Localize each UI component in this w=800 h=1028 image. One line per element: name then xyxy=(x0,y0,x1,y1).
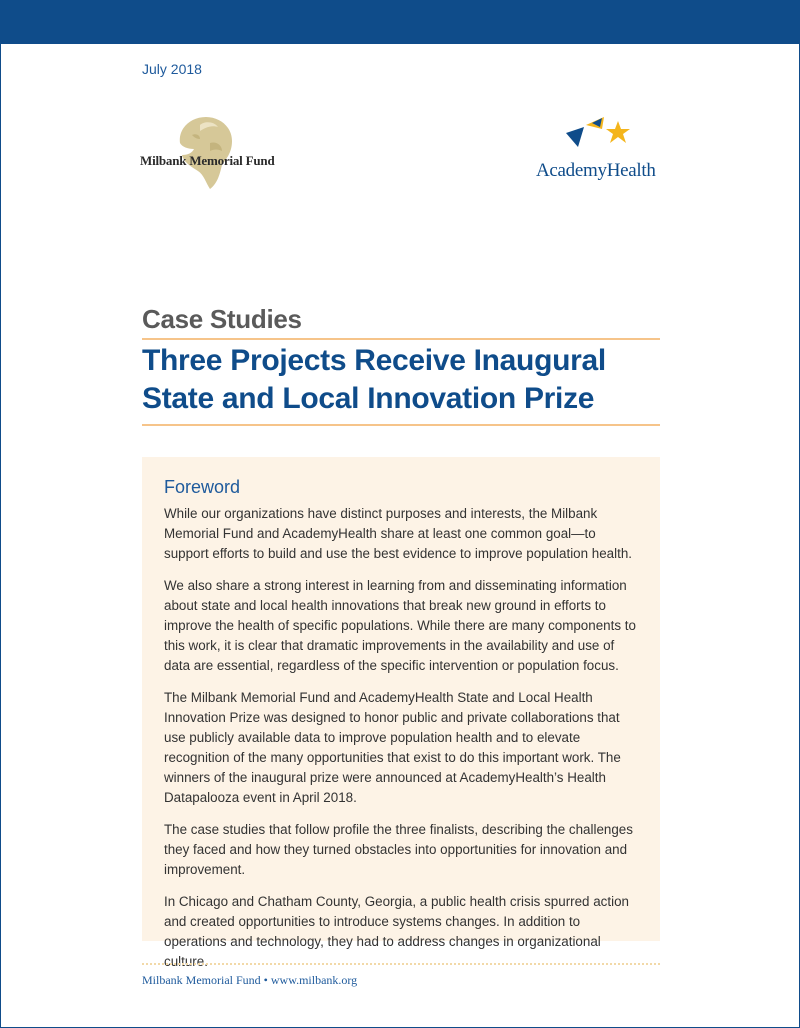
top-banner xyxy=(0,0,800,44)
foreword-heading: Foreword xyxy=(164,477,241,497)
foreword-panel xyxy=(142,457,660,969)
footer-divider xyxy=(142,963,660,965)
title-rule-top xyxy=(142,338,660,340)
title-rule-bottom xyxy=(142,424,660,426)
foreword-paragraph: The Milbank Memorial Fund and AcademyHealth State and Local Health Innovation Prize was designed to honor public and private collaborations that use publicly available data to improve population health and to elevate recognition of the many opportunities that exist to do this important work. The winners of the inaugural prize were announced at AcademyHealth’s Health Datapalooza event in April 2018. xyxy=(164,690,621,805)
foreword-paragraph: The case studies that follow profile the three finalists, describing the challenges they faced and how they turned obstacles into opportunities for innovation and improvement. xyxy=(164,822,633,877)
foreword-paragraph: While our organizations have distinct purposes and interests, the Milbank Memorial Fund and AcademyHealth share at least one common goal—to support efforts to build and use the best evidence to improve population health. xyxy=(164,506,632,561)
title-line-1: Three Projects Receive Inaugural xyxy=(142,344,606,377)
milbank-logo xyxy=(140,113,285,193)
title-line-2: State and Local Innovation Prize xyxy=(142,382,595,415)
foreword-paragraph: In Chicago and Chatham County, Georgia, a public health crisis spurred action and created opportunities to introduce systems changes. In addition to operations and technology, they had to address changes in organizational culture. xyxy=(164,894,629,969)
academyhealth-logo xyxy=(530,115,670,185)
page-title xyxy=(142,342,662,418)
academyhealth-logo-text: AcademyHealth xyxy=(536,160,656,181)
footer-text: Milbank Memorial Fund • www.milbank.org xyxy=(142,973,358,987)
publication-date: July 2018 xyxy=(142,61,202,77)
stars-arrow-icon xyxy=(566,115,632,151)
foreword-paragraph: We also share a strong interest in learning from and disseminating information about state and local health innovations that break new ground in efforts to improve the health of specific populations. While there are many components to this work, it is clear that dramatic improvements in the availability and use of data are essential, regardless of the specific intervention or population focus. xyxy=(164,578,636,673)
section-eyebrow: Case Studies xyxy=(142,304,302,334)
milbank-logo-text: Milbank Memorial Fund xyxy=(140,153,275,168)
